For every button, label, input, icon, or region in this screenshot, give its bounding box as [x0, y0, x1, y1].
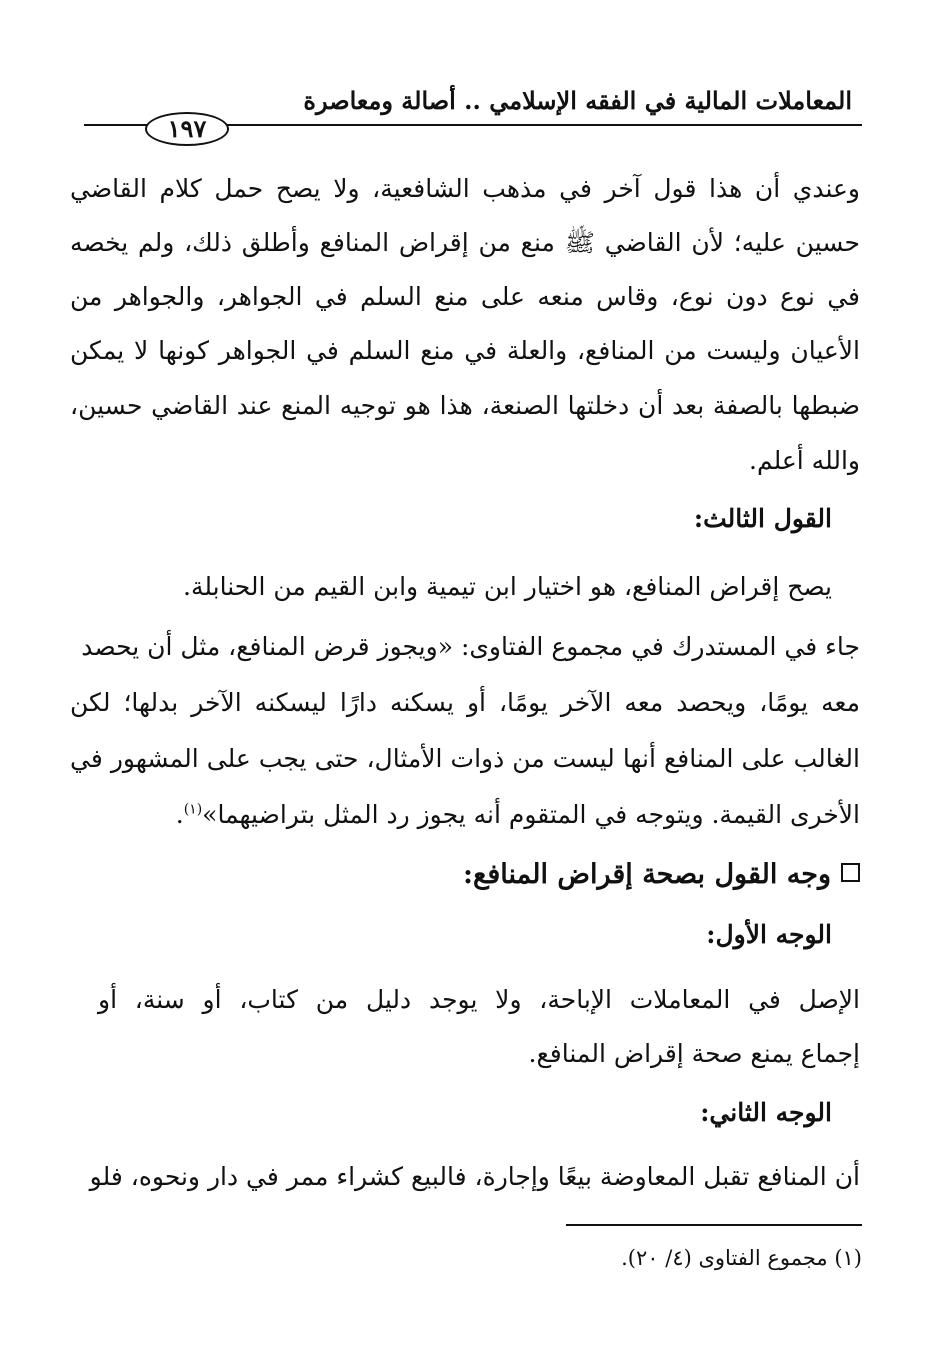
running-title: المعاملات المالية في الفقه الإسلامي .. أصالة ومعاصرة — [303, 86, 852, 115]
paragraph-line: الأعيان وليست من المنافع، والعلة في منع السلم في الجواهر كونها لا يمكن — [70, 336, 860, 365]
paragraph-line: يصح إقراض المنافع، هو اختيار ابن تيمية وابن القيم من الحنابلة. — [183, 572, 832, 601]
footnote: (١) مجموع الفتاوى (٤/ ٢٠). — [621, 1246, 862, 1270]
paragraph-line-last — [70, 790, 860, 840]
period: . — [175, 800, 184, 829]
paragraph-line: في نوع دون نوع، وقاس منعه على منع السلم في الجواهر، والجواهر من — [70, 282, 860, 311]
square-bullet-icon — [841, 863, 860, 882]
paragraph-line: إجماع يمنع صحة إقراض المنافع. — [528, 1039, 860, 1068]
paragraph-line: جاء في المستدرك في مجموع الفتاوى: «ويجوز قرض المنافع، مثل أن يحصد — [81, 632, 860, 661]
section-heading — [70, 850, 860, 900]
quote-text: الأخرى القيمة. ويتوجه في المتقوم أنه يجوز رد المثل بتراضيهما» — [202, 800, 860, 829]
page-number: ١٩٧ — [145, 112, 229, 146]
paragraph-line: حسين عليه؛ لأن القاضي ﷺ منع من إقراض المنافع وأطلق ذلك، ولم يخصه — [70, 228, 860, 257]
footnote-rule — [566, 1224, 862, 1226]
paragraph-line: وعندي أن هذا قول آخر في مذهب الشافعية، ولا يصح حمل كلام القاضي — [70, 174, 860, 203]
section-heading-text: وجه القول بصحة إقراض المنافع: — [463, 859, 831, 890]
footnote-ref[interactable]: (١) — [183, 801, 203, 818]
paragraph-line: والله أعلم. — [749, 446, 860, 475]
paragraph-line: الغالب على المنافع أنها ليست من ذوات الأمثال، حتى يجب على المشهور في — [70, 744, 860, 773]
paragraph-line: الإصل في المعاملات الإباحة، ولا يوجد دليل من كتاب، أو سنة، أو — [98, 985, 860, 1014]
third-opinion-heading: القول الثالث: — [693, 504, 832, 533]
paragraph-line: معه يومًا، ويحصد معه الآخر يومًا، أو يسكنه دارًا ليسكنه الآخر بدلها؛ لكن — [70, 688, 860, 717]
paragraph-line: ضبطها بالصفة بعد أن دخلتها الصنعة، هذا هو توجيه المنع عند القاضي حسين، — [70, 391, 860, 420]
paragraph-line: أن المنافع تقبل المعاوضة بيعًا وإجارة، فالبيع كشراء ممر في دار ونحوه، فلو — [89, 1162, 860, 1191]
first-aspect-heading: الوجه الأول: — [706, 920, 832, 949]
second-aspect-heading: الوجه الثاني: — [700, 1098, 832, 1127]
